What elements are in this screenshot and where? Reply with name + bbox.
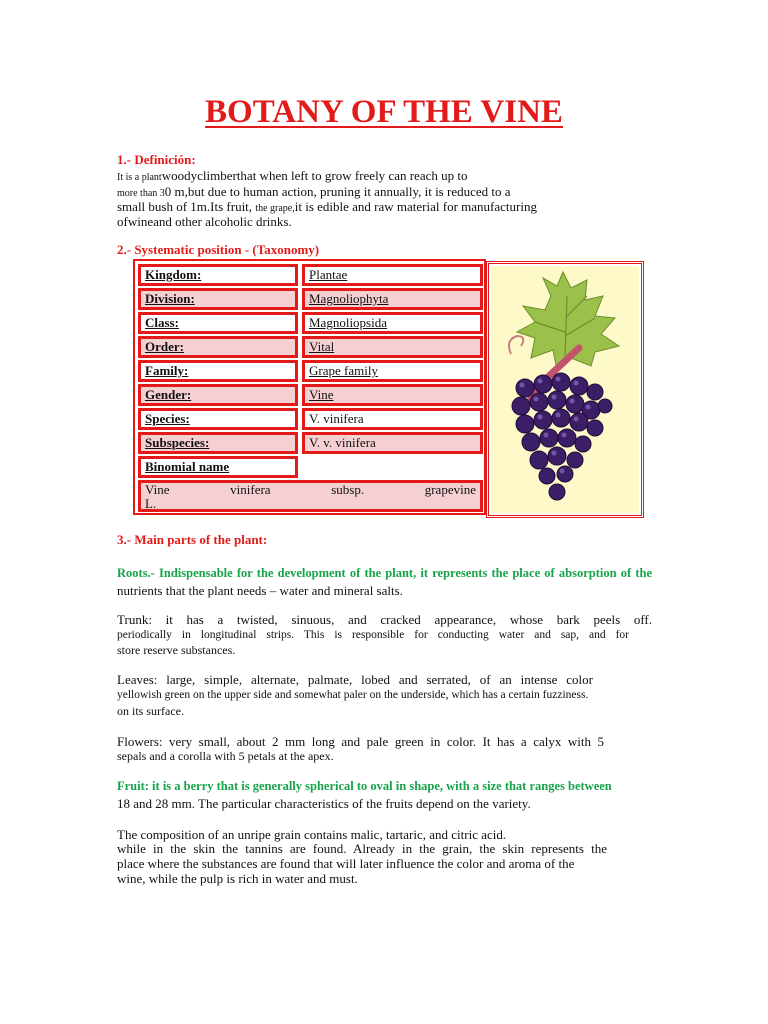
taxonomy-label: Kingdom: xyxy=(138,264,298,286)
roots-heading: Roots.- Indispensable for the development of the plant, it represents the place of absorption of the xyxy=(117,566,652,580)
binomial-value: Vine vinifera subsp. grapevine L. xyxy=(138,480,483,512)
definition-line-2: more than 30 m,but due to human action, pruning it annually, it is reduced to a xyxy=(117,184,511,199)
taxonomy-label: Division: xyxy=(138,288,298,310)
parts-heading: 3.- Main parts of the plant: xyxy=(117,532,268,547)
taxonomy-value: V. vinifera xyxy=(302,408,483,430)
taxonomy-table xyxy=(133,259,486,515)
leaves-line-1: Leaves: large, simple, alternate, palmate, lobed and serrated, of an intense color xyxy=(117,672,593,687)
taxonomy-label: Gender: xyxy=(138,384,298,406)
taxonomy-label: Subspecies: xyxy=(138,432,298,454)
binomial-label: Binomial name xyxy=(138,456,298,478)
taxonomy-label: Class: xyxy=(138,312,298,334)
fruit-heading: Fruit: it is a berry that is generally spherical to oval in shape, with a size that ranges between xyxy=(117,779,612,793)
fruit-text: 18 and 28 mm. The particular characteristics of the fruits depend on the variety. xyxy=(117,796,531,811)
leaves-line-2: yellowish green on the upper side and somewhat paler on the underside, which has a certain fuzziness. xyxy=(117,689,589,701)
taxonomy-value: Vital xyxy=(302,336,483,358)
composition-line-4: wine, while the pulp is rich in water and must. xyxy=(117,871,358,886)
page-title: BOTANY OF THE VINE xyxy=(205,94,563,130)
definition-line-4: ofwineand other alcoholic drinks. xyxy=(117,214,292,229)
leaves-line-3: on its surface. xyxy=(117,704,184,718)
taxonomy-label: Family: xyxy=(138,360,298,382)
grape-illustration-frame xyxy=(486,261,644,518)
composition-line-3: place where the substances are found that will later influence the color and aroma of the xyxy=(117,856,575,871)
taxonomy-value: Grape family xyxy=(302,360,483,382)
trunk-line-3: store reserve substances. xyxy=(117,643,236,657)
taxonomy-value: Magnoliophyta xyxy=(302,288,483,310)
taxonomy-label: Order: xyxy=(138,336,298,358)
flowers-line-1: Flowers: very small, about 2 mm long and pale green in color. It has a calyx with 5 xyxy=(117,734,604,749)
definition-line-1: It is a plantwoodyclimberthat when left to grow freely can reach up to xyxy=(117,168,468,183)
trunk-line-1: Trunk: it has a twisted, sinuous, and cracked appearance, whose bark peels off. xyxy=(117,612,652,627)
trunk-line-2: periodically in longitudinal strips. This is responsible for conducting water and sap, and for xyxy=(117,629,629,641)
taxonomy-heading: 2.- Systematic position - (Taxonomy) xyxy=(117,242,320,257)
grape-bunch-illustration xyxy=(491,266,639,513)
taxonomy-label: Species: xyxy=(138,408,298,430)
composition-line-1: The composition of an unripe grain contains malic, tartaric, and citric acid. xyxy=(117,827,507,842)
taxonomy-value: Plantae xyxy=(302,264,483,286)
roots-text: nutrients that the plant needs – water and mineral salts. xyxy=(117,583,403,598)
flowers-line-2: sepals and a corolla with 5 petals at the apex. xyxy=(117,749,334,763)
taxonomy-value: V. v. vinifera xyxy=(302,432,483,454)
definition-line-3: small bush of 1m.Its fruit, the grape,it is edible and raw material for manufacturing xyxy=(117,199,537,214)
taxonomy-value: Magnoliopsida xyxy=(302,312,483,334)
taxonomy-value: Vine xyxy=(302,384,483,406)
composition-line-2: while in the skin the tannins are found. Already in the grain, the skin represents the xyxy=(117,841,607,856)
definition-heading: 1.- Definición: xyxy=(117,152,196,167)
